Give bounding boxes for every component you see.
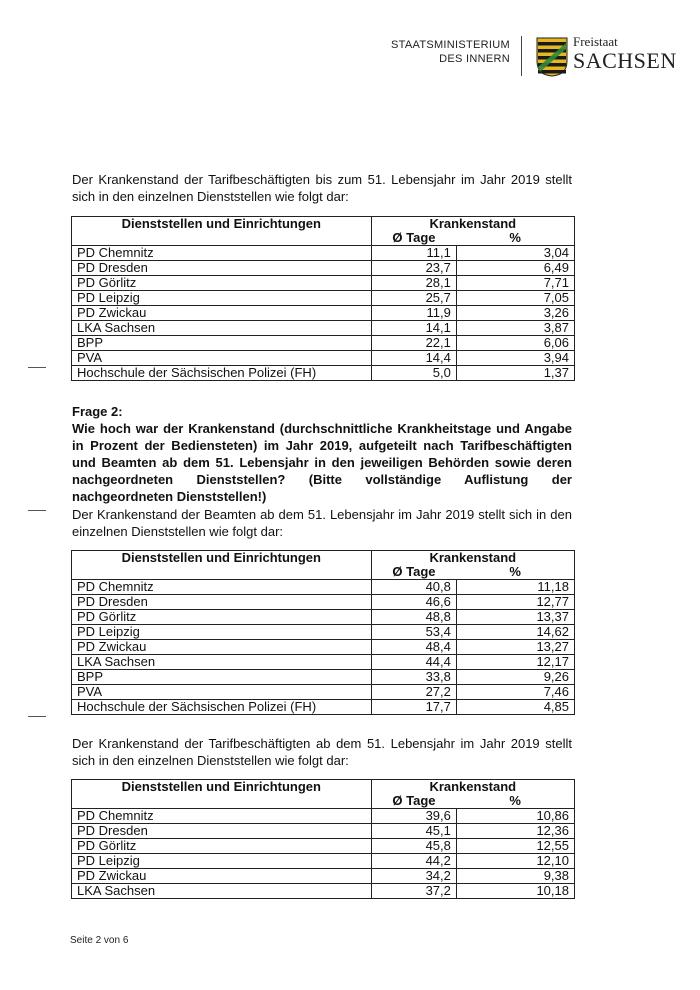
cell-pct: 6,49 [456, 261, 574, 276]
margin-mark [28, 510, 46, 511]
cell-tage: 39,6 [371, 809, 456, 824]
ministry-line-1: STAATSMINISTERIUM [391, 39, 510, 51]
table-row [72, 869, 575, 884]
cell-tage: 28,1 [371, 276, 456, 291]
col-header-dienststellen: Dienststellen und Einrichtungen [72, 551, 372, 580]
cell-tage: 11,9 [371, 306, 456, 321]
cell-tage: 27,2 [371, 685, 456, 700]
cell-pct: 13,37 [456, 610, 574, 625]
margin-mark [28, 367, 46, 368]
table-1 [71, 216, 575, 381]
col-header-tage: Ø Tage [371, 565, 456, 580]
cell-pct: 10,18 [456, 884, 574, 899]
cell-pct: 14,62 [456, 625, 574, 640]
table-row [72, 685, 575, 700]
question-title: Frage 2: [72, 404, 123, 419]
cell-dienststelle: PD Chemnitz [72, 246, 372, 261]
cell-tage: 11,1 [371, 246, 456, 261]
table-row [72, 366, 575, 381]
cell-pct: 3,87 [456, 321, 574, 336]
col-header-tage: Ø Tage [371, 794, 456, 809]
cell-tage: 44,4 [371, 655, 456, 670]
cell-pct: 9,26 [456, 670, 574, 685]
col-header-tage: Ø Tage [371, 231, 456, 246]
cell-tage: 33,8 [371, 670, 456, 685]
table-row [72, 321, 575, 336]
cell-dienststelle: PD Dresden [72, 824, 372, 839]
margin-mark [28, 716, 46, 717]
cell-dienststelle: PD Leipzig [72, 854, 372, 869]
crest-stripe [538, 70, 566, 74]
cell-pct: 12,36 [456, 824, 574, 839]
col-header-pct: % [456, 794, 574, 809]
table-row [72, 246, 575, 261]
table-row [72, 854, 575, 869]
ministry-name [380, 38, 510, 66]
col-header-pct: % [456, 565, 574, 580]
cell-pct: 12,55 [456, 839, 574, 854]
cell-pct: 12,77 [456, 595, 574, 610]
state-big: SACHSEN [573, 48, 677, 73]
table-row [72, 655, 575, 670]
cell-tage: 23,7 [371, 261, 456, 276]
cell-tage: 45,8 [371, 839, 456, 854]
page-number: Seite 2 von 6 [70, 935, 129, 946]
col-header-krankenstand: Krankenstand [371, 780, 574, 795]
cell-pct: 10,86 [456, 809, 574, 824]
table-row [72, 291, 575, 306]
table-row [72, 595, 575, 610]
cell-dienststelle: PD Zwickau [72, 640, 372, 655]
cell-pct: 3,04 [456, 246, 574, 261]
table-row [72, 640, 575, 655]
cell-tage: 5,0 [371, 366, 456, 381]
cell-dienststelle: LKA Sachsen [72, 884, 372, 899]
cell-dienststelle: PD Dresden [72, 595, 372, 610]
table-row [72, 670, 575, 685]
cell-pct: 12,17 [456, 655, 574, 670]
cell-tage: 14,4 [371, 351, 456, 366]
table-row [72, 580, 575, 595]
cell-tage: 44,2 [371, 854, 456, 869]
table-row [72, 610, 575, 625]
question-text: Wie hoch war der Krankenstand (durchschnittliche Krankheitstage und Angabe in Prozent der Bediensteten) im Jahr 2019, aufgeteilt nach Tarifbeschäftigten und Beamten ab dem 51. Lebensjahr in den jeweiligen Behörden sowie deren nachgeordneten Dienststellen? (Bitte vollständige Auflistung der nachgeordneten Dienststellen!) [72, 421, 572, 504]
cell-tage: 25,7 [371, 291, 456, 306]
table-row [72, 839, 575, 854]
table-row [72, 700, 575, 715]
state-logo [573, 34, 677, 73]
cell-dienststelle: PD Görlitz [72, 276, 372, 291]
col-header-krankenstand: Krankenstand [371, 551, 574, 566]
cell-dienststelle: PD Dresden [72, 261, 372, 276]
table-3 [71, 779, 575, 899]
cell-pct: 12,10 [456, 854, 574, 869]
cell-tage: 17,7 [371, 700, 456, 715]
cell-pct: 13,27 [456, 640, 574, 655]
cell-tage: 48,8 [371, 610, 456, 625]
table-row [72, 276, 575, 291]
cell-dienststelle: Hochschule der Sächsischen Polizei (FH) [72, 700, 372, 715]
cell-tage: 40,8 [371, 580, 456, 595]
cell-dienststelle: PVA [72, 685, 372, 700]
table-row [72, 809, 575, 824]
cell-dienststelle: PD Chemnitz [72, 809, 372, 824]
table-row [72, 351, 575, 366]
col-header-dienststellen: Dienststellen und Einrichtungen [72, 217, 372, 246]
cell-dienststelle: PD Chemnitz [72, 580, 372, 595]
intro-text-3: Der Krankenstand der Tarifbeschäftigten ab dem 51. Lebensjahr im Jahr 2019 stellt sich in den einzelnen Dienststellen wie folgt dar: [72, 736, 572, 768]
cell-dienststelle: PVA [72, 351, 372, 366]
cell-dienststelle: PD Görlitz [72, 610, 372, 625]
table-row [72, 884, 575, 899]
intro-text-2: Der Krankenstand der Beamten ab dem 51. Lebensjahr im Jahr 2019 stellt sich in den einzelnen Dienststellen wie folgt dar: [72, 507, 572, 539]
table-row [72, 824, 575, 839]
cell-tage: 53,4 [371, 625, 456, 640]
header-separator [521, 36, 522, 76]
cell-pct: 4,85 [456, 700, 574, 715]
cell-tage: 22,1 [371, 336, 456, 351]
cell-pct: 3,94 [456, 351, 574, 366]
cell-pct: 9,38 [456, 869, 574, 884]
cell-tage: 14,1 [371, 321, 456, 336]
cell-dienststelle: PD Zwickau [72, 306, 372, 321]
crest-stripe [538, 42, 566, 46]
cell-pct: 3,26 [456, 306, 574, 321]
intro-text-1: Der Krankenstand der Tarifbeschäftigten bis zum 51. Lebensjahr im Jahr 2019 stellt sich in den einzelnen Dienststellen wie folgt dar: [72, 172, 572, 204]
cell-pct: 1,37 [456, 366, 574, 381]
cell-dienststelle: PD Görlitz [72, 839, 372, 854]
ministry-line-2: DES INNERN [439, 53, 510, 65]
cell-dienststelle: Hochschule der Sächsischen Polizei (FH) [72, 366, 372, 381]
cell-pct: 6,06 [456, 336, 574, 351]
col-header-krankenstand: Krankenstand [371, 217, 574, 232]
table-row [72, 306, 575, 321]
saxony-crest-icon [536, 37, 568, 77]
cell-dienststelle: PD Zwickau [72, 869, 372, 884]
cell-dienststelle: BPP [72, 336, 372, 351]
cell-dienststelle: PD Leipzig [72, 291, 372, 306]
table-2 [71, 550, 575, 715]
cell-tage: 37,2 [371, 884, 456, 899]
cell-pct: 7,05 [456, 291, 574, 306]
cell-pct: 11,18 [456, 580, 574, 595]
table-row [72, 625, 575, 640]
state-small: Freistaat [573, 34, 618, 49]
cell-pct: 7,71 [456, 276, 574, 291]
cell-tage: 48,4 [371, 640, 456, 655]
col-header-dienststellen: Dienststellen und Einrichtungen [72, 780, 372, 809]
cell-tage: 34,2 [371, 869, 456, 884]
question-block [72, 403, 572, 505]
table-row [72, 261, 575, 276]
cell-pct: 7,46 [456, 685, 574, 700]
col-header-pct: % [456, 231, 574, 246]
cell-tage: 45,1 [371, 824, 456, 839]
cell-tage: 46,6 [371, 595, 456, 610]
cell-dienststelle: LKA Sachsen [72, 655, 372, 670]
cell-dienststelle: PD Leipzig [72, 625, 372, 640]
cell-dienststelle: LKA Sachsen [72, 321, 372, 336]
cell-dienststelle: BPP [72, 670, 372, 685]
table-row [72, 336, 575, 351]
